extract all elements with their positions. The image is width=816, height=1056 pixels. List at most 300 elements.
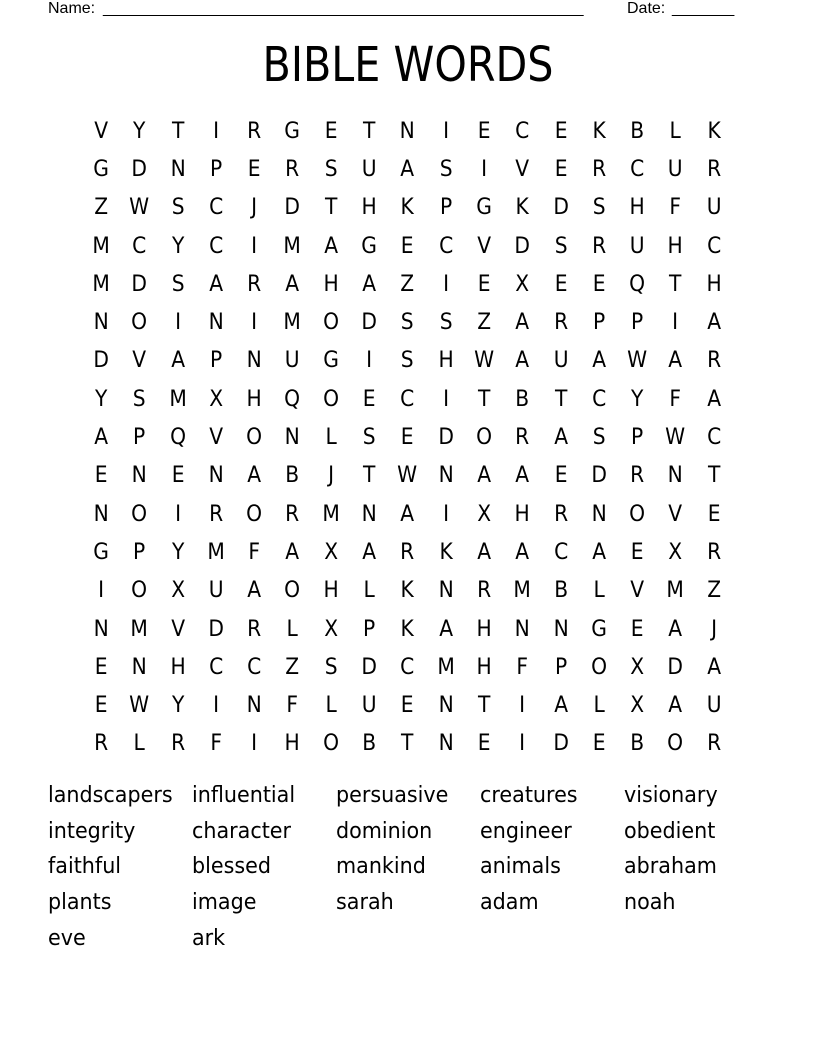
grid-cell: E xyxy=(554,118,568,144)
grid-cell: S xyxy=(133,386,146,412)
grid-cell: D xyxy=(208,616,224,642)
grid-cell: C xyxy=(400,386,415,412)
grid-cell: H xyxy=(323,578,339,604)
grid-cell: P xyxy=(592,310,606,336)
grid-cell: X xyxy=(630,693,645,719)
grid-cell: A xyxy=(553,425,568,451)
grid-cell: S xyxy=(324,654,338,680)
grid-cell: R xyxy=(591,233,607,259)
grid-cell: L xyxy=(593,578,605,604)
grid-cell: D xyxy=(361,654,378,680)
grid-cell: E xyxy=(94,654,108,680)
grid-cell: H xyxy=(246,386,262,412)
grid-cell: Z xyxy=(400,271,415,297)
grid-cell: K xyxy=(592,118,606,144)
grid-cell: U xyxy=(361,693,377,719)
grid-cell: N xyxy=(246,348,262,374)
grid-cell: N xyxy=(438,693,454,719)
grid-cell: H xyxy=(361,195,377,221)
grid-cell: P xyxy=(209,348,223,374)
grid-cell: U xyxy=(285,348,301,374)
grid-cell: A xyxy=(362,539,377,565)
grid-cell: C xyxy=(208,195,224,221)
grid-cell: E xyxy=(94,463,108,489)
grid-cell: B xyxy=(285,463,300,489)
grid-cell: H xyxy=(438,348,454,374)
grid-cell: O xyxy=(667,731,684,757)
grid-cell: S xyxy=(554,233,568,259)
grid-cell: U xyxy=(706,693,722,719)
grid-cell: C xyxy=(553,539,568,565)
grid-cell: F xyxy=(669,386,682,412)
grid-cell: T xyxy=(171,118,184,144)
grid-cell: E xyxy=(401,693,414,719)
grid-cell: W xyxy=(397,463,418,489)
grid-cell: H xyxy=(667,233,684,259)
grid-cell: N xyxy=(170,156,186,182)
grid-cell: A xyxy=(285,271,300,297)
grid-cell: M xyxy=(92,233,110,259)
grid-cell: A xyxy=(477,539,492,565)
grid-cell: J xyxy=(327,463,334,489)
grid-cell: P xyxy=(133,539,146,565)
grid-cell: I xyxy=(98,578,105,604)
grid-cell: F xyxy=(248,539,261,565)
word-list-item: dominion xyxy=(336,818,433,844)
grid-cell: W xyxy=(129,693,150,719)
grid-cell: R xyxy=(209,501,224,527)
grid-cell: H xyxy=(629,195,645,221)
grid-cell: I xyxy=(213,118,220,144)
date-field: _______ xyxy=(672,0,735,17)
grid-cell: D xyxy=(667,654,684,680)
grid-cell: Y xyxy=(171,233,184,259)
grid-cell: S xyxy=(439,156,453,182)
grid-cell: O xyxy=(591,654,607,680)
grid-cell: J xyxy=(251,195,258,221)
grid-cell: U xyxy=(629,233,645,259)
grid-cell: V xyxy=(515,156,530,182)
grid-cell: G xyxy=(284,118,301,144)
grid-cell: M xyxy=(437,654,455,680)
grid-cell: G xyxy=(361,233,378,259)
grid-cell: A xyxy=(362,271,377,297)
grid-cell: D xyxy=(438,425,454,451)
grid-cell: I xyxy=(519,693,526,719)
grid-cell: E xyxy=(592,271,606,297)
grid-cell: D xyxy=(284,195,301,221)
grid-cell: N xyxy=(93,616,109,642)
grid-cell: R xyxy=(247,118,262,144)
grid-cell: O xyxy=(284,578,301,604)
grid-cell: L xyxy=(325,693,337,719)
grid-cell: X xyxy=(515,271,530,297)
grid-cell: L xyxy=(133,731,146,757)
grid-cell: H xyxy=(285,731,301,757)
grid-cell: I xyxy=(251,310,258,336)
grid-cell: B xyxy=(515,386,530,412)
grid-cell: U xyxy=(668,156,684,182)
word-list-item: creatures xyxy=(480,783,578,808)
word-list-item: integrity xyxy=(48,818,136,844)
word-list-item: adam xyxy=(480,890,539,916)
grid-cell: T xyxy=(324,195,338,221)
grid-cell: N xyxy=(131,463,148,489)
grid-cell: A xyxy=(553,693,568,719)
word-list-item: blessed xyxy=(192,854,272,880)
grid-cell: N xyxy=(438,578,454,604)
grid-cell: D xyxy=(93,348,109,374)
grid-cell: C xyxy=(208,654,224,680)
grid-cell: R xyxy=(591,156,607,182)
grid-cell: N xyxy=(438,463,454,489)
word-list-item: faithful xyxy=(48,854,122,880)
grid-cell: S xyxy=(401,348,414,374)
grid-cell: A xyxy=(668,693,683,719)
grid-cell: A xyxy=(477,463,492,489)
grid-cell: Y xyxy=(171,539,184,565)
word-search-grid xyxy=(82,112,734,763)
grid-cell: C xyxy=(706,425,721,451)
grid-cell: N xyxy=(668,463,684,489)
grid-cell: V xyxy=(170,616,185,642)
grid-cell: T xyxy=(401,731,414,757)
grid-cell: O xyxy=(322,386,339,412)
grid-cell: Z xyxy=(477,310,492,336)
grid-cell: H xyxy=(514,501,531,527)
grid-cell: T xyxy=(707,463,721,489)
grid-cell: S xyxy=(171,271,185,297)
grid-cell: A xyxy=(209,271,223,297)
grid-cell: U xyxy=(706,195,722,221)
word-list-item: obedient xyxy=(624,818,716,844)
grid-cell: C xyxy=(515,118,530,144)
grid-cell: X xyxy=(323,539,338,565)
grid-cell: D xyxy=(131,271,148,297)
grid-cell: Q xyxy=(284,386,301,412)
grid-cell: E xyxy=(554,156,568,182)
grid-cell: O xyxy=(322,310,339,336)
grid-cell: D xyxy=(361,310,378,336)
grid-cell: D xyxy=(552,731,569,757)
grid-cell: I xyxy=(481,156,488,182)
grid-cell: E xyxy=(401,425,414,451)
grid-cell: I xyxy=(174,310,181,336)
grid-cell: R xyxy=(706,731,721,757)
grid-cell: O xyxy=(629,501,646,527)
grid-cell: A xyxy=(515,539,530,565)
grid-cell: M xyxy=(322,501,340,527)
grid-cell: A xyxy=(592,539,606,565)
grid-cell: T xyxy=(477,693,491,719)
grid-cell: W xyxy=(665,425,686,451)
grid-cell: G xyxy=(323,348,339,374)
word-list-item: sarah xyxy=(336,890,394,916)
grid-cell: N xyxy=(438,731,454,757)
grid-cell: W xyxy=(474,348,495,374)
word-list-item: abraham xyxy=(624,854,717,880)
grid-cell: C xyxy=(132,233,147,259)
grid-cell: S xyxy=(324,156,338,182)
grid-cell: O xyxy=(246,501,263,527)
grid-cell: B xyxy=(630,118,645,144)
grid-cell: P xyxy=(631,310,644,336)
grid-cell: T xyxy=(477,386,491,412)
word-list-item: animals xyxy=(480,854,561,880)
grid-cell: M xyxy=(92,271,110,297)
grid-cell: C xyxy=(208,233,224,259)
grid-cell: J xyxy=(710,616,717,642)
grid-cell: R xyxy=(477,578,492,604)
word-list-item: persuasive xyxy=(336,783,449,808)
grid-cell: X xyxy=(323,616,338,642)
grid-cell: D xyxy=(514,233,531,259)
grid-cell: R xyxy=(247,616,262,642)
grid-cell: A xyxy=(285,539,300,565)
grid-cell: L xyxy=(593,693,605,719)
grid-cell: Y xyxy=(631,386,644,412)
grid-cell: N xyxy=(361,501,377,527)
grid-cell: P xyxy=(631,425,644,451)
grid-cell: C xyxy=(400,654,415,680)
grid-cell: T xyxy=(363,463,376,489)
grid-cell: W xyxy=(627,348,648,374)
grid-cell: K xyxy=(439,539,453,565)
grid-cell: R xyxy=(515,425,530,451)
grid-cell: R xyxy=(285,501,300,527)
grid-cell: V xyxy=(94,118,109,144)
word-list-item: influential xyxy=(192,783,296,808)
grid-cell: X xyxy=(170,578,185,604)
grid-cell: Z xyxy=(706,578,721,604)
grid-cell: L xyxy=(286,616,299,642)
grid-cell: R xyxy=(247,271,262,297)
grid-cell: W xyxy=(129,195,150,221)
grid-cell: X xyxy=(668,539,683,565)
grid-cell: H xyxy=(170,654,186,680)
word-list xyxy=(48,778,768,956)
grid-cell: E xyxy=(592,731,606,757)
grid-cell: A xyxy=(706,310,721,336)
word-list-item: mankind xyxy=(336,854,426,880)
grid-cell: L xyxy=(325,425,337,451)
grid-cell: N xyxy=(399,118,416,144)
grid-cell: O xyxy=(131,578,148,604)
grid-cell: P xyxy=(363,616,376,642)
grid-cell: S xyxy=(171,195,185,221)
name-label: Name: xyxy=(48,0,96,17)
grid-cell: D xyxy=(552,195,569,221)
grid-cell: B xyxy=(553,578,568,604)
grid-cell: I xyxy=(251,731,258,757)
grid-cell: U xyxy=(361,156,377,182)
grid-cell: A xyxy=(94,425,109,451)
grid-cell: A xyxy=(515,348,530,374)
grid-cell: Z xyxy=(94,195,109,221)
grid-cell: E xyxy=(554,271,568,297)
word-list-item: character xyxy=(192,818,292,844)
grid-cell: E xyxy=(401,233,414,259)
grid-cell: M xyxy=(207,539,225,565)
grid-cell: I xyxy=(442,118,449,144)
grid-cell: N xyxy=(553,616,569,642)
grid-cell: Y xyxy=(94,386,108,412)
grid-cell: V xyxy=(132,348,147,374)
grid-cell: A xyxy=(668,348,683,374)
grid-cell: F xyxy=(210,731,222,757)
grid-cell: R xyxy=(706,156,721,182)
grid-cell: F xyxy=(286,693,299,719)
grid-cell: X xyxy=(477,501,492,527)
grid-cell: C xyxy=(706,233,721,259)
grid-cell: P xyxy=(209,156,223,182)
grid-cell: P xyxy=(133,425,146,451)
grid-cell: G xyxy=(93,539,109,565)
grid-cell: L xyxy=(669,118,682,144)
grid-cell: T xyxy=(363,118,376,144)
grid-cell: S xyxy=(362,425,376,451)
grid-cell: Z xyxy=(285,654,300,680)
grid-cell: R xyxy=(706,348,721,374)
grid-cell: Q xyxy=(629,271,646,297)
grid-cell: I xyxy=(213,693,220,719)
grid-cell: E xyxy=(247,156,261,182)
grid-cell: F xyxy=(516,654,529,680)
grid-cell: Q xyxy=(169,425,186,451)
grid-cell: A xyxy=(247,463,262,489)
grid-cell: D xyxy=(131,156,148,182)
grid-cell: M xyxy=(513,578,532,604)
grid-cell: U xyxy=(553,348,569,374)
grid-cell: I xyxy=(366,348,373,374)
grid-cell: E xyxy=(171,463,185,489)
grid-cell: C xyxy=(591,386,607,412)
grid-cell: A xyxy=(706,386,721,412)
grid-cell: M xyxy=(130,616,149,642)
grid-cell: G xyxy=(591,616,607,642)
grid-cell: G xyxy=(93,156,109,182)
grid-cell: M xyxy=(283,310,302,336)
grid-cell: K xyxy=(707,118,721,144)
grid-cell: N xyxy=(93,310,109,336)
grid-cell: X xyxy=(630,654,645,680)
grid-cell: A xyxy=(400,156,415,182)
grid-cell: V xyxy=(630,578,645,604)
grid-cell: A xyxy=(515,310,530,336)
grid-cell: K xyxy=(400,578,415,604)
grid-cell: N xyxy=(514,616,530,642)
word-list-item: plants xyxy=(48,890,112,916)
grid-cell: Y xyxy=(133,118,146,144)
grid-cell: I xyxy=(672,310,679,336)
grid-cell: K xyxy=(515,195,530,221)
grid-cell: R xyxy=(400,539,415,565)
grid-cell: R xyxy=(630,463,645,489)
grid-cell: M xyxy=(283,233,302,259)
grid-cell: E xyxy=(707,501,721,527)
grid-cell: R xyxy=(170,731,185,757)
grid-cell: H xyxy=(476,616,492,642)
grid-cell: A xyxy=(668,616,683,642)
word-list-item: engineer xyxy=(480,818,572,844)
grid-cell: A xyxy=(170,348,185,374)
grid-cell: O xyxy=(476,425,493,451)
grid-cell: V xyxy=(477,233,492,259)
grid-cell: S xyxy=(439,310,453,336)
grid-cell: N xyxy=(208,463,224,489)
word-list-item: ark xyxy=(192,925,226,951)
grid-cell: O xyxy=(246,425,263,451)
word-list-item: eve xyxy=(48,925,86,951)
grid-cell: N xyxy=(285,425,301,451)
grid-cell: E xyxy=(630,539,644,565)
grid-cell: R xyxy=(553,501,568,527)
grid-cell: I xyxy=(442,386,449,412)
grid-cell: E xyxy=(554,463,568,489)
grid-cell: E xyxy=(362,386,376,412)
grid-cell: D xyxy=(591,463,607,489)
grid-cell: A xyxy=(592,348,606,374)
grid-cell: R xyxy=(285,156,300,182)
grid-cell: R xyxy=(553,310,568,336)
grid-cell: T xyxy=(554,386,567,412)
grid-cell: E xyxy=(324,118,338,144)
grid-cell: N xyxy=(131,654,148,680)
grid-cell: Y xyxy=(171,693,184,719)
grid-cell: R xyxy=(706,539,721,565)
grid-cell: N xyxy=(93,501,109,527)
grid-cell: C xyxy=(438,233,453,259)
grid-cell: B xyxy=(362,731,377,757)
grid-cell: F xyxy=(669,195,682,221)
grid-cell: I xyxy=(251,233,258,259)
grid-cell: A xyxy=(323,233,338,259)
page-title: BIBLE WORDS xyxy=(262,37,554,93)
grid-cell: I xyxy=(442,271,449,297)
grid-cell: I xyxy=(174,501,181,527)
grid-cell: C xyxy=(630,156,645,182)
grid-cell: H xyxy=(706,271,722,297)
grid-cell: A xyxy=(438,616,453,642)
grid-cell: O xyxy=(131,501,148,527)
grid-cell: O xyxy=(322,731,339,757)
grid-cell: A xyxy=(515,463,530,489)
grid-cell: N xyxy=(591,501,607,527)
word-list-item: visionary xyxy=(624,783,718,808)
grid-cell: I xyxy=(519,731,526,757)
grid-cell: E xyxy=(630,616,644,642)
grid-cell: O xyxy=(131,310,148,336)
date-label: Date: xyxy=(627,0,666,17)
grid-cell: A xyxy=(400,501,415,527)
grid-cell: P xyxy=(554,654,567,680)
word-list-item: landscapers xyxy=(48,783,173,808)
word-list-item: image xyxy=(192,890,257,916)
grid-cell: E xyxy=(94,693,108,719)
grid-cell: K xyxy=(400,616,415,642)
grid-cell: V xyxy=(668,501,683,527)
grid-cell: K xyxy=(400,195,415,221)
grid-cell: E xyxy=(477,271,491,297)
grid-cell: M xyxy=(666,578,685,604)
grid-cell: A xyxy=(706,654,721,680)
grid-cell: S xyxy=(592,195,606,221)
grid-cell: L xyxy=(363,578,375,604)
grid-cell: M xyxy=(169,386,187,412)
name-field: ______________________________________________________ xyxy=(103,0,584,17)
grid-cell: C xyxy=(247,654,262,680)
grid-cell: S xyxy=(592,425,606,451)
